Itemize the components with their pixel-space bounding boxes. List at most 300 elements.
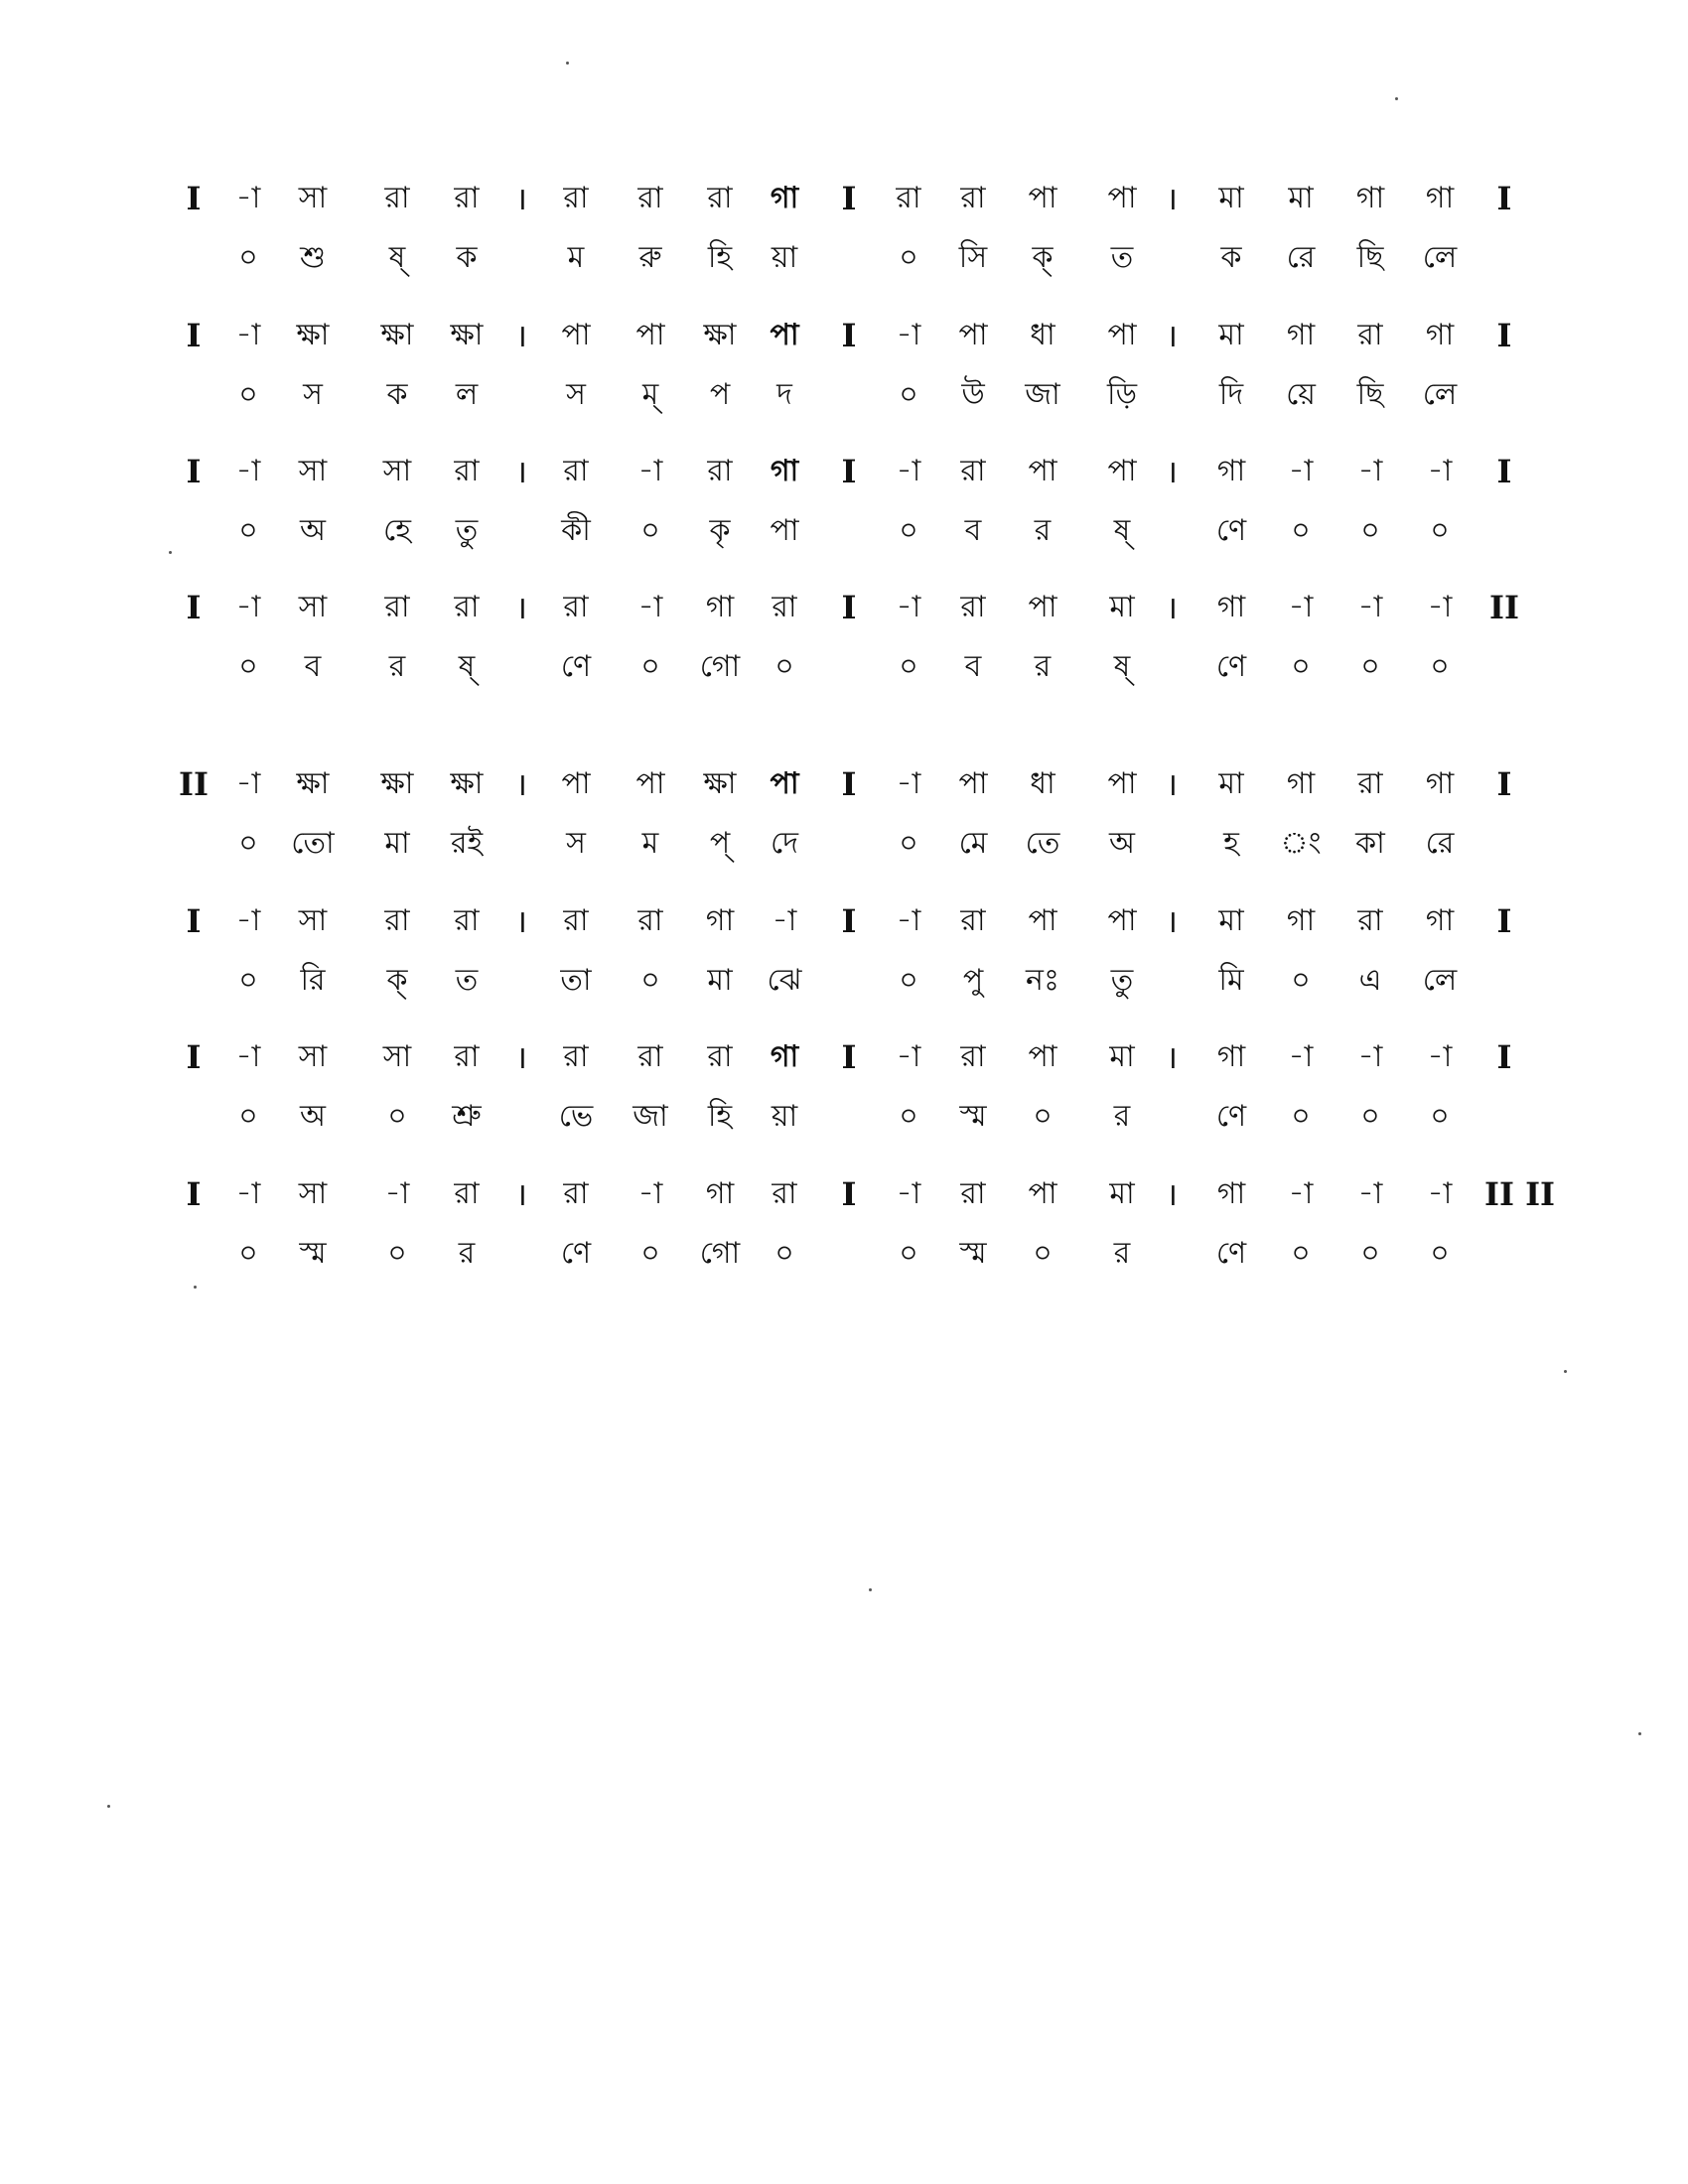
- swara-note: -া: [896, 454, 921, 488]
- swara-note: -া: [637, 1176, 663, 1211]
- swara-note: মা: [1109, 1176, 1135, 1211]
- lyric-syllable: ০: [1291, 513, 1311, 548]
- lyric-syllable: ০: [387, 1099, 407, 1134]
- swara-note: রা: [384, 181, 410, 215]
- swara-note: ক্ষা: [450, 766, 484, 801]
- lyric-syllable: ০: [238, 240, 258, 275]
- swara-note: পা: [1107, 903, 1137, 938]
- lyric-syllable: হি: [707, 240, 733, 275]
- swara-note: ক্ষা: [450, 318, 484, 352]
- scan-speck: [169, 551, 172, 554]
- start-barline: I: [186, 589, 202, 626]
- swara-note: গা: [1286, 766, 1316, 801]
- lyric-syllable: লে: [1422, 240, 1458, 275]
- swara-note: রা: [960, 590, 986, 624]
- lyric-syllable: ছি: [1356, 240, 1384, 275]
- lyric-syllable: ০: [238, 1099, 258, 1134]
- swara-note: গা: [1286, 318, 1316, 352]
- lyric-syllable: রু: [638, 240, 662, 275]
- swara-note: -া: [1427, 1176, 1453, 1211]
- swara-note: রা: [707, 1039, 733, 1074]
- swara-note: রা: [896, 181, 921, 215]
- lyric-syllable: ম: [567, 240, 585, 275]
- swara-note: পা: [770, 318, 799, 352]
- lyric-syllable: ত: [455, 963, 479, 998]
- lyric-syllable: ০: [1291, 1236, 1311, 1271]
- lyric-syllable: ০: [899, 826, 918, 861]
- lyric-syllable: মা: [384, 826, 410, 861]
- lyric-syllable: রে: [1286, 240, 1316, 275]
- swara-note: ধা: [1030, 318, 1055, 352]
- lyric-syllable: রে: [1425, 826, 1455, 861]
- swara-note: -া: [1427, 454, 1453, 488]
- lyric-syllable: ০: [640, 1236, 660, 1271]
- start-barline: I: [186, 1175, 202, 1213]
- lyric-syllable: ০: [238, 826, 258, 861]
- swara-note: পা: [1028, 1176, 1057, 1211]
- swara-note: পা: [1107, 454, 1137, 488]
- swara-note: গা: [770, 181, 799, 215]
- swara-note: মা: [1288, 181, 1314, 215]
- lyric-syllable: স্ম: [299, 1236, 327, 1271]
- bar-separator: I: [841, 453, 857, 490]
- swara-note: পা: [958, 318, 988, 352]
- swara-note: -া: [235, 590, 261, 624]
- lyric-syllable: শু: [300, 240, 326, 275]
- swara-note: -া: [896, 590, 921, 624]
- lyric-syllable: ০: [640, 963, 660, 998]
- lyric-syllable: নঃ: [1026, 963, 1059, 998]
- bar-separator: ।: [514, 902, 528, 940]
- lyric-syllable: তে: [1025, 826, 1060, 861]
- swara-note: রা: [563, 903, 589, 938]
- start-barline: I: [186, 317, 202, 354]
- bani-row: [0, 238, 1688, 278]
- swara-row: [0, 179, 1688, 218]
- swara-note: রা: [563, 1176, 589, 1211]
- lyric-syllable: হ: [1223, 826, 1239, 861]
- swara-note: ক্ষা: [380, 318, 414, 352]
- bar-separator: ।: [1165, 453, 1179, 490]
- lyric-syllable: মি: [1218, 963, 1244, 998]
- lyric-syllable: তো: [291, 826, 335, 861]
- lyric-syllable: ণে: [1215, 1099, 1247, 1134]
- start-barline: I: [186, 180, 202, 217]
- swara-note: ক্ষা: [296, 318, 330, 352]
- scan-speck: [869, 1588, 872, 1591]
- swara-note: পা: [958, 766, 988, 801]
- swara-note: ক্ষা: [380, 766, 414, 801]
- lyric-syllable: ০: [899, 1099, 918, 1134]
- bar-separator: ।: [1165, 902, 1179, 940]
- swara-note: পা: [1107, 181, 1137, 215]
- lyric-syllable: ক: [456, 240, 478, 275]
- swara-note: -া: [235, 1039, 261, 1074]
- lyric-syllable: ড়ি: [1106, 377, 1137, 412]
- lyric-syllable: র: [388, 649, 406, 684]
- lyric-syllable: র: [1034, 513, 1052, 548]
- end-barline: I: [1496, 180, 1512, 217]
- lyric-syllable: ০: [899, 513, 918, 548]
- lyric-syllable: র: [1034, 649, 1052, 684]
- swara-note: রা: [454, 454, 480, 488]
- swara-note: গা: [705, 903, 735, 938]
- lyric-syllable: ক: [1220, 240, 1242, 275]
- swara-note: -া: [772, 903, 797, 938]
- swara-note: মা: [1109, 590, 1135, 624]
- swara-note: মা: [1218, 903, 1244, 938]
- lyric-syllable: ০: [1033, 1099, 1053, 1134]
- swara-note: -া: [637, 454, 663, 488]
- swara-row: [0, 764, 1688, 804]
- lyric-syllable: দ: [776, 377, 792, 412]
- swara-note: -া: [1427, 590, 1453, 624]
- swara-note: রা: [637, 1039, 663, 1074]
- lyric-syllable: ণে: [560, 649, 592, 684]
- bar-separator: I: [841, 1038, 857, 1076]
- lyric-syllable: মা: [707, 963, 733, 998]
- end-barline: II II: [1484, 1175, 1556, 1213]
- lyric-syllable: ০: [1360, 1236, 1380, 1271]
- swara-note: পা: [1028, 590, 1057, 624]
- swara-note: ক্ষা: [703, 318, 737, 352]
- end-barline: I: [1496, 1038, 1512, 1076]
- lyric-syllable: ০: [899, 649, 918, 684]
- start-barline: I: [186, 902, 202, 940]
- swara-note: পা: [770, 766, 799, 801]
- lyric-syllable: ষ্: [1113, 649, 1131, 684]
- swara-note: রা: [960, 1039, 986, 1074]
- swara-note: পা: [1028, 181, 1057, 215]
- lyric-syllable: সি: [958, 240, 988, 275]
- lyric-syllable: য়ে: [1286, 377, 1316, 412]
- bar-separator: I: [841, 1175, 857, 1213]
- lyric-syllable: ০: [1360, 649, 1380, 684]
- lyric-syllable: প: [709, 377, 731, 412]
- swara-note: রা: [454, 1039, 480, 1074]
- swara-note: সা: [298, 590, 328, 624]
- lyric-syllable: তু: [455, 513, 479, 548]
- lyric-syllable: লে: [1422, 963, 1458, 998]
- lyric-syllable: ত: [1110, 240, 1134, 275]
- swara-note: -া: [896, 766, 921, 801]
- lyric-syllable: ০: [1033, 1236, 1053, 1271]
- lyric-syllable: ০: [899, 377, 918, 412]
- swara-note: গা: [705, 1176, 735, 1211]
- swara-note: -া: [1288, 1039, 1314, 1074]
- swara-note: রা: [563, 181, 589, 215]
- lyric-syllable: পু: [962, 963, 984, 998]
- lyric-syllable: পা: [770, 513, 799, 548]
- swara-note: পা: [1028, 903, 1057, 938]
- lyric-syllable: মে: [958, 826, 988, 861]
- swara-note: পা: [1028, 454, 1057, 488]
- start-barline: I: [186, 453, 202, 490]
- swara-note: -া: [1357, 1176, 1383, 1211]
- lyric-syllable: ছি: [1356, 377, 1384, 412]
- lyric-syllable: স্ম: [959, 1099, 987, 1134]
- lyric-syllable: অ: [300, 1099, 326, 1134]
- lyric-syllable: গো: [699, 1236, 741, 1271]
- swara-row: [0, 452, 1688, 491]
- swara-note: রা: [637, 181, 663, 215]
- bar-separator: ।: [514, 453, 528, 490]
- lyric-syllable: র: [1113, 1236, 1131, 1271]
- swara-note: সা: [298, 1039, 328, 1074]
- lyric-syllable: ক: [386, 377, 408, 412]
- swara-note: -া: [1357, 1039, 1383, 1074]
- lyric-syllable: হি: [707, 1099, 733, 1134]
- swara-note: রা: [454, 1176, 480, 1211]
- lyric-syllable: ০: [238, 1236, 258, 1271]
- bani-row: [0, 511, 1688, 551]
- swara-note: মা: [1218, 766, 1244, 801]
- lyric-syllable: ক্: [386, 963, 408, 998]
- swara-note: রা: [384, 590, 410, 624]
- swara-note: -া: [1288, 454, 1314, 488]
- swara-note: পা: [1107, 318, 1137, 352]
- swara-note: -া: [1288, 590, 1314, 624]
- swara-note: -া: [896, 318, 921, 352]
- lyric-syllable: দি: [1218, 377, 1244, 412]
- swara-note: রা: [454, 181, 480, 215]
- lyric-syllable: ০: [1430, 1099, 1450, 1134]
- swara-note: পা: [635, 766, 665, 801]
- lyric-syllable: ম: [641, 826, 659, 861]
- lyric-syllable: হে: [383, 513, 411, 548]
- lyric-syllable: কৃ: [709, 513, 731, 548]
- bani-row: [0, 1097, 1688, 1137]
- lyric-syllable: ০: [774, 649, 794, 684]
- swara-note: -া: [896, 1176, 921, 1211]
- swara-note: রা: [960, 454, 986, 488]
- swara-note: রা: [960, 1176, 986, 1211]
- lyric-syllable: ষ্: [388, 240, 406, 275]
- lyric-syllable: ০: [774, 1236, 794, 1271]
- swara-row: [0, 901, 1688, 941]
- bani-row: [0, 647, 1688, 687]
- swara-note: ধা: [1030, 766, 1055, 801]
- lyric-syllable: র: [1113, 1099, 1131, 1134]
- lyric-syllable: ং: [1280, 826, 1322, 861]
- swara-note: -া: [896, 903, 921, 938]
- lyric-syllable: ক্: [1032, 240, 1054, 275]
- swara-note: -া: [235, 181, 261, 215]
- swara-note: মা: [1218, 318, 1244, 352]
- lyric-syllable: ০: [899, 1236, 918, 1271]
- swara-note: রা: [637, 903, 663, 938]
- swara-note: -া: [235, 766, 261, 801]
- start-barline: I: [186, 1038, 202, 1076]
- swara-note: ক্ষা: [296, 766, 330, 801]
- lyric-syllable: স: [303, 377, 323, 412]
- swara-note: গা: [770, 1039, 799, 1074]
- swara-note: রা: [563, 590, 589, 624]
- lyric-syllable: ০: [640, 513, 660, 548]
- scan-speck: [566, 62, 569, 65]
- swara-note: গা: [1216, 1039, 1246, 1074]
- swara-note: -া: [1357, 590, 1383, 624]
- lyric-syllable: ০: [899, 240, 918, 275]
- lyric-syllable: ব: [964, 513, 982, 548]
- lyric-syllable: শ্রু: [452, 1099, 482, 1134]
- swara-note: গা: [1425, 903, 1455, 938]
- swara-note: রা: [1357, 903, 1383, 938]
- swara-note: রা: [960, 181, 986, 215]
- bar-separator: I: [841, 902, 857, 940]
- swara-note: পা: [1107, 766, 1137, 801]
- scan-speck: [1395, 97, 1398, 100]
- lyric-syllable: স: [566, 826, 586, 861]
- swara-row: [0, 588, 1688, 627]
- swara-note: -া: [235, 903, 261, 938]
- swara-note: পা: [561, 318, 591, 352]
- lyric-syllable: রই: [450, 826, 484, 861]
- lyric-syllable: গো: [699, 649, 741, 684]
- swara-note: ক্ষা: [703, 766, 737, 801]
- scan-speck: [107, 1805, 110, 1808]
- lyric-syllable: ০: [1291, 649, 1311, 684]
- lyric-syllable: জা: [1025, 377, 1060, 412]
- swara-note: সা: [298, 454, 328, 488]
- bar-separator: I: [841, 589, 857, 626]
- swara-note: -া: [235, 1176, 261, 1211]
- lyric-syllable: কা: [1355, 826, 1385, 861]
- swara-note: সা: [382, 1039, 412, 1074]
- swara-note: পা: [635, 318, 665, 352]
- lyric-syllable: তা: [560, 963, 592, 998]
- lyric-syllable: প্: [709, 826, 731, 861]
- bar-separator: I: [841, 765, 857, 803]
- bani-row: [0, 375, 1688, 415]
- swara-note: রা: [563, 1039, 589, 1074]
- lyric-syllable: কী: [561, 513, 591, 548]
- swara-note: -া: [1288, 1176, 1314, 1211]
- swara-note: রা: [772, 1176, 797, 1211]
- lyric-syllable: ষ্: [458, 649, 476, 684]
- swara-note: রা: [454, 903, 480, 938]
- lyric-syllable: য়া: [771, 1099, 798, 1134]
- bar-separator: ।: [514, 589, 528, 626]
- swara-note: গা: [770, 454, 799, 488]
- swara-note: পা: [1028, 1039, 1057, 1074]
- lyric-syllable: দে: [771, 826, 798, 861]
- swara-note: মা: [1109, 1039, 1135, 1074]
- swara-note: রা: [707, 181, 733, 215]
- bar-separator: ।: [1165, 1175, 1179, 1213]
- lyric-syllable: অ: [300, 513, 326, 548]
- start-barline: II: [179, 765, 209, 803]
- swara-note: সা: [298, 1176, 328, 1211]
- bar-separator: ।: [514, 180, 528, 217]
- swara-note: রা: [960, 903, 986, 938]
- swara-note: মা: [1218, 181, 1244, 215]
- lyric-syllable: ণে: [1215, 513, 1247, 548]
- lyric-syllable: ০: [899, 963, 918, 998]
- swara-note: গা: [1286, 903, 1316, 938]
- swara-row: [0, 316, 1688, 355]
- scan-speck: [194, 1286, 197, 1289]
- swara-note: গা: [1216, 1176, 1246, 1211]
- lyric-syllable: ম্: [641, 377, 659, 412]
- lyric-syllable: স: [566, 377, 586, 412]
- lyric-syllable: ০: [1430, 513, 1450, 548]
- scan-speck: [1638, 1732, 1641, 1735]
- bar-separator: I: [841, 317, 857, 354]
- lyric-syllable: ০: [640, 649, 660, 684]
- bani-row: [0, 961, 1688, 1001]
- swara-note: গা: [705, 590, 735, 624]
- lyric-syllable: ষ্: [1113, 513, 1131, 548]
- swara-note: -া: [235, 318, 261, 352]
- swara-note: -া: [637, 590, 663, 624]
- lyric-syllable: র: [458, 1236, 476, 1271]
- swara-note: গা: [1355, 181, 1385, 215]
- swara-note: রা: [454, 590, 480, 624]
- bar-separator: ।: [1165, 589, 1179, 626]
- lyric-syllable: ০: [238, 649, 258, 684]
- swara-note: সা: [298, 181, 328, 215]
- swara-note: সা: [382, 454, 412, 488]
- swara-note: রা: [563, 454, 589, 488]
- end-barline: I: [1496, 765, 1512, 803]
- swara-note: রা: [772, 590, 797, 624]
- lyric-syllable: স্ম: [959, 1236, 987, 1271]
- lyric-syllable: য়া: [771, 240, 798, 275]
- lyric-syllable: ঝে: [767, 963, 802, 998]
- bar-separator: ।: [514, 317, 528, 354]
- lyric-syllable: ণে: [1215, 1236, 1247, 1271]
- lyric-syllable: ০: [238, 963, 258, 998]
- bar-separator: ।: [1165, 1038, 1179, 1076]
- bar-separator: ।: [514, 765, 528, 803]
- swara-note: গা: [1425, 181, 1455, 215]
- bani-row: [0, 824, 1688, 864]
- bar-separator: ।: [1165, 180, 1179, 217]
- end-barline: II: [1489, 589, 1519, 626]
- bar-separator: ।: [514, 1175, 528, 1213]
- lyric-syllable: লে: [1422, 377, 1458, 412]
- bani-row: [0, 1234, 1688, 1274]
- swara-note: পা: [561, 766, 591, 801]
- swara-note: -া: [1427, 1039, 1453, 1074]
- lyric-syllable: ল: [455, 377, 479, 412]
- swara-note: গা: [1425, 318, 1455, 352]
- lyric-syllable: ব: [304, 649, 322, 684]
- lyric-syllable: উ: [961, 377, 985, 412]
- swara-note: গা: [1425, 766, 1455, 801]
- lyric-syllable: ০: [238, 377, 258, 412]
- lyric-syllable: ণে: [1215, 649, 1247, 684]
- end-barline: I: [1496, 317, 1512, 354]
- lyric-syllable: ০: [1291, 963, 1311, 998]
- lyric-syllable: অ: [1109, 826, 1135, 861]
- lyric-syllable: ০: [238, 513, 258, 548]
- swara-note: সা: [298, 903, 328, 938]
- swara-row: [0, 1174, 1688, 1214]
- lyric-syllable: ০: [1430, 1236, 1450, 1271]
- bar-separator: I: [841, 180, 857, 217]
- swara-note: রা: [1357, 766, 1383, 801]
- swara-note: রা: [384, 903, 410, 938]
- lyric-syllable: জা: [633, 1099, 668, 1134]
- bar-separator: ।: [514, 1038, 528, 1076]
- swara-note: -া: [235, 454, 261, 488]
- swara-note: -া: [384, 1176, 410, 1211]
- lyric-syllable: ০: [1430, 649, 1450, 684]
- lyric-syllable: ০: [1360, 1099, 1380, 1134]
- lyric-syllable: ০: [387, 1236, 407, 1271]
